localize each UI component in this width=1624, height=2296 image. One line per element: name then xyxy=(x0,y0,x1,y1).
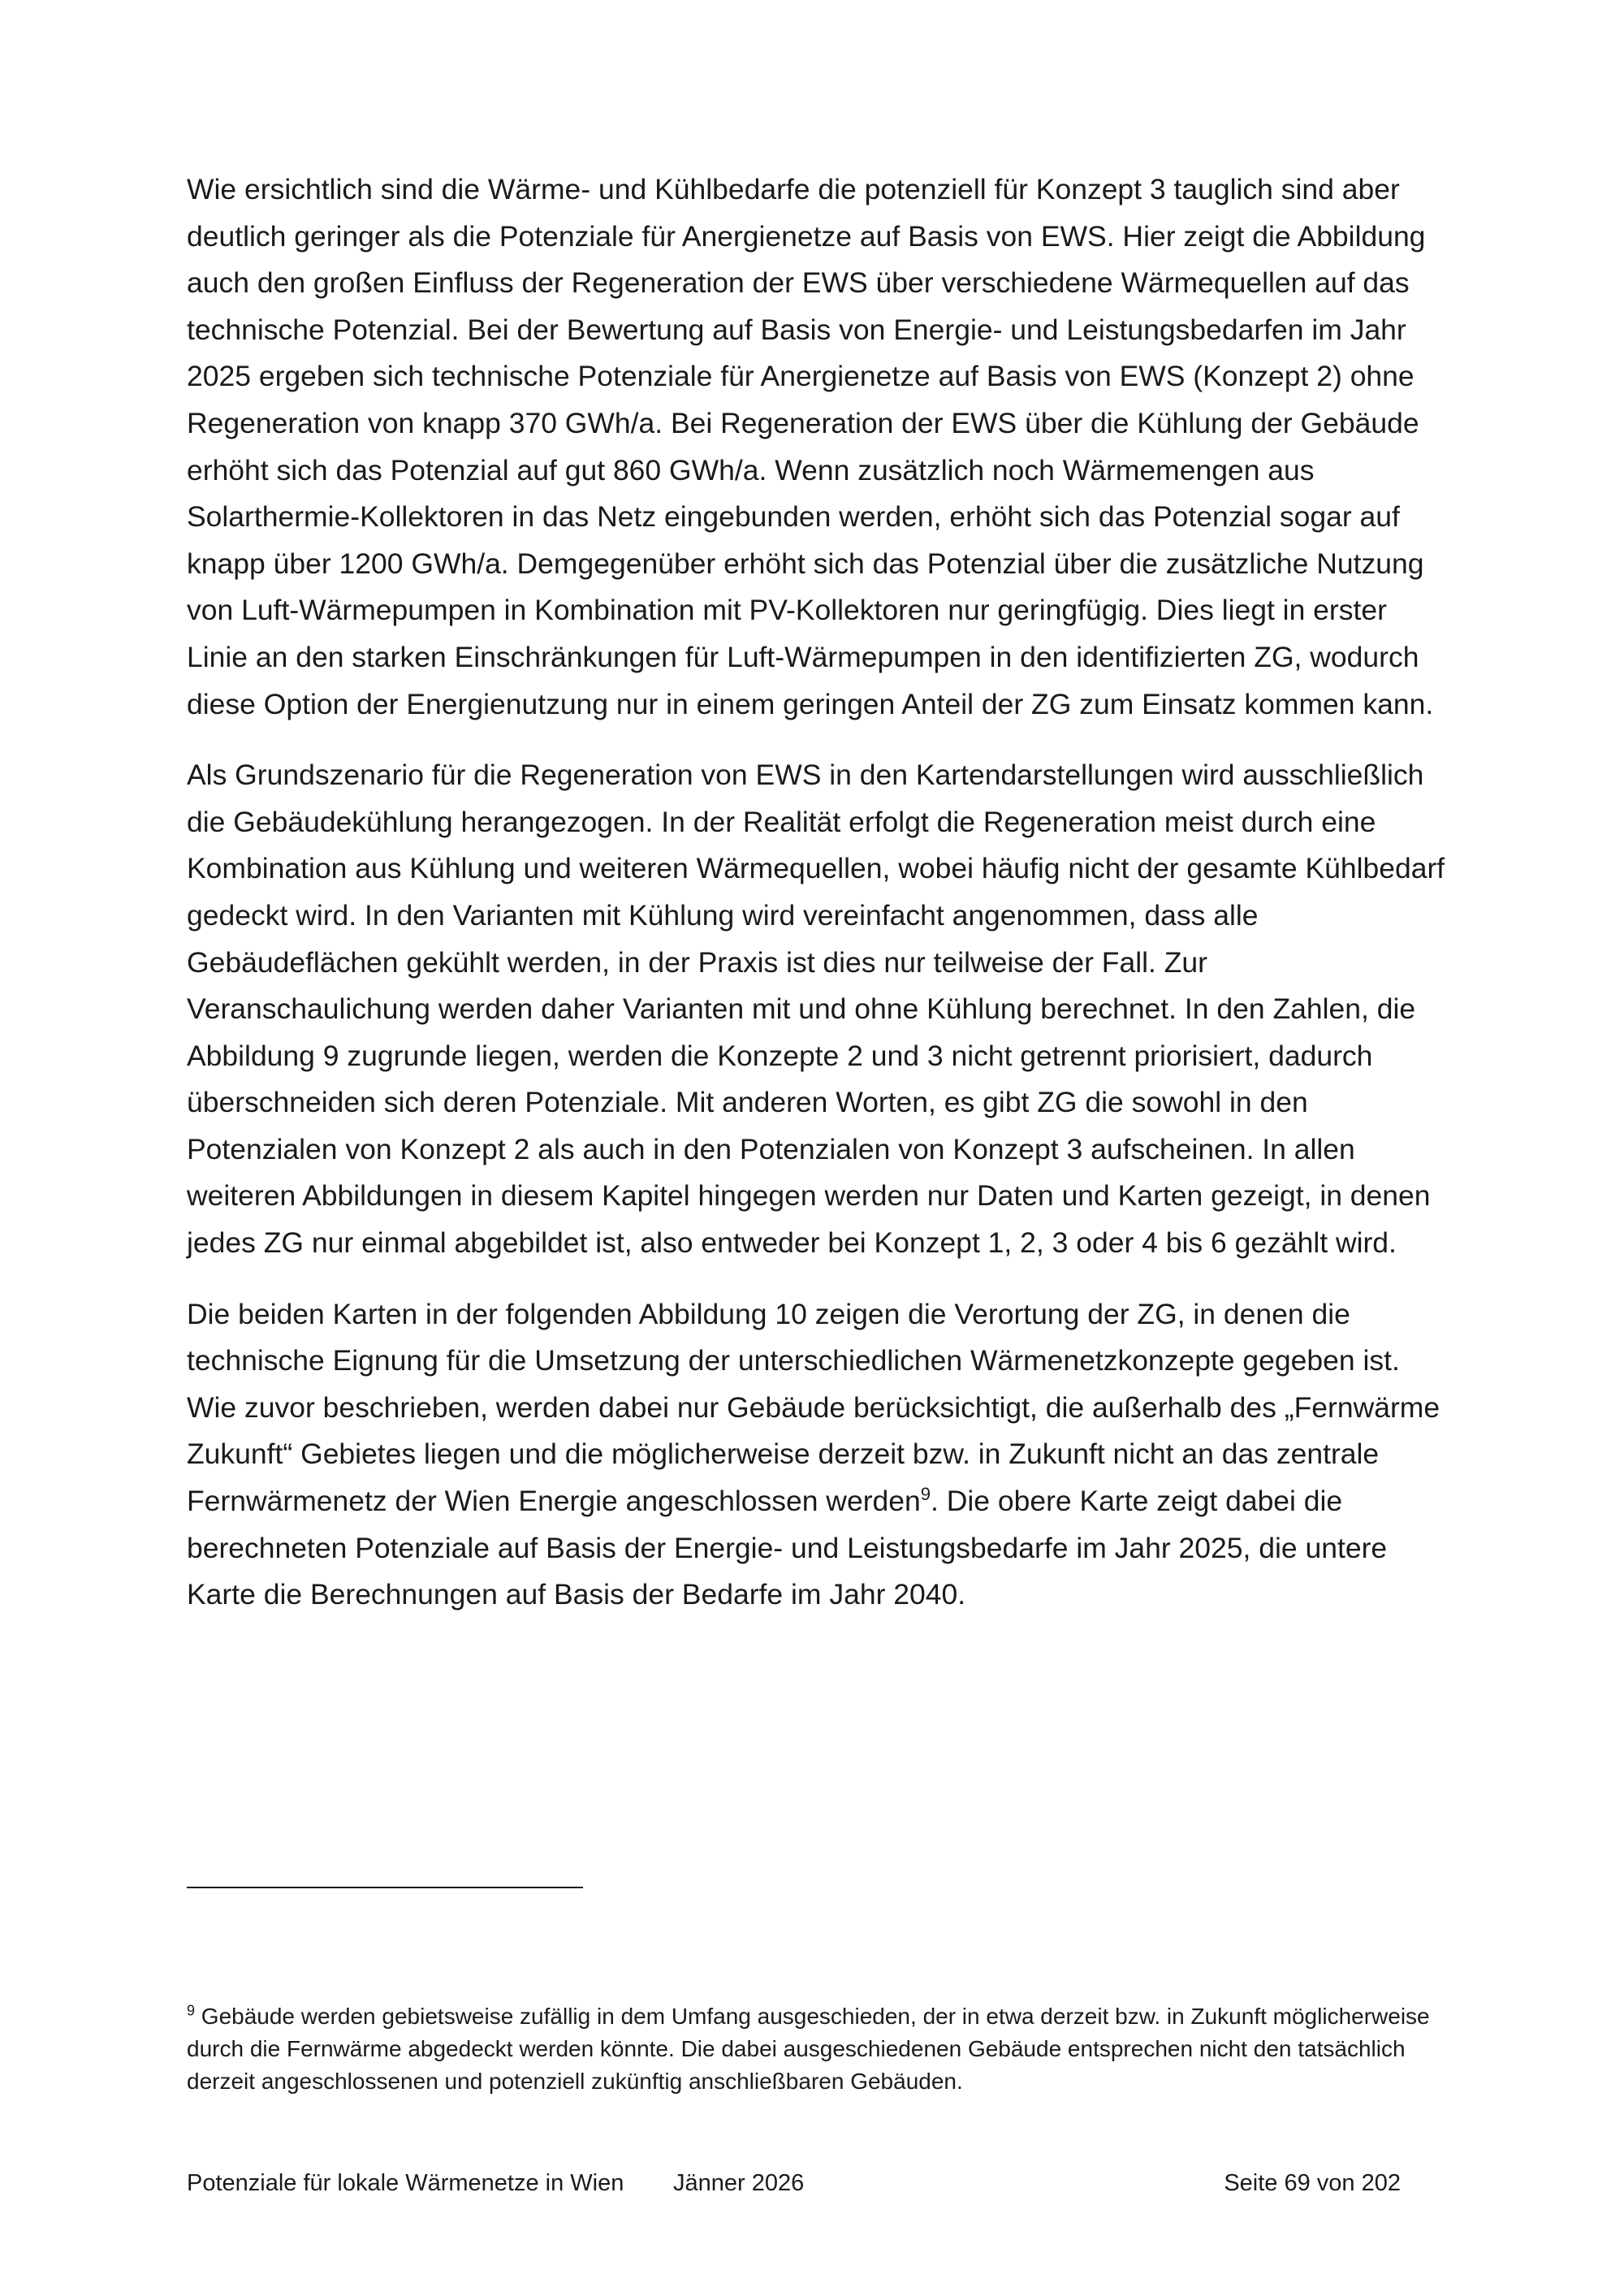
paragraph-1: Wie ersichtlich sind die Wärme- und Kühlbedarfe die potenziell für Konzept 3 tauglich sind aber deutlich geringer als die Potenziale für Anergienetze auf Basis von EWS. Hier zeigt die Abbildung auch den großen Einfluss der Regeneration der EWS über verschiedene Wärmequellen auf das technische Potenzial. Bei der Bewertung auf Basis von Energie- und Leistungsbedarfen im Jahr 2025 ergeben sich technische Potenziale für Anergienetze auf Basis von EWS (Konzept 2) ohne Regeneration von knapp 370 GWh/a. Bei Regeneration der EWS über die Kühlung der Gebäude erhöht sich das Potenzial auf gut 860 GWh/a. Wenn zusätzlich noch Wärmemengen aus Solarthermie-Kollektoren in das Netz eingebunden werden, erhöht sich das Potenzial sogar auf knapp über 1200 GWh/a. Demgegenüber erhöht sich das Potenzial über die zusätzliche Nutzung von Luft-Wärmepumpen in Kombination mit PV-Kollektoren nur geringfügig. Dies liegt in erster Linie an den starken Einschränkungen für Luft-Wärmepumpen in den identifizierten ZG, wodurch diese Option der Energienutzung nur in einem geringen Anteil der ZG zum Einsatz kommen kann. xyxy=(187,173,1434,720)
footnote-separator xyxy=(187,1887,583,1888)
footer-page-number: Seite 69 von 202 xyxy=(1224,2170,1401,2196)
footer-date: Jänner 2026 xyxy=(673,2170,805,2196)
paragraph-3-text-start: Die beiden Karten in der folgenden Abbildung 10 zeigen die Verortung der ZG, in denen die technische Eignung für die Umsetzung der unterschiedlichen Wärmenetzkonzepte gegeben ist. Wie zuvor beschrieben, werden dabei nur Gebäude berücksichtigt, die außerhalb des „Fernwärme Zukunft“ Gebietes liegen und die möglicherweise derzeit bzw. in Zukunft nicht an das zentrale Fernwärmenetz der Wien Energie angeschlossen werden xyxy=(187,1297,1440,1518)
footnote-reference[interactable]: 9 xyxy=(920,1484,931,1505)
body-text xyxy=(187,166,1453,1643)
footnote xyxy=(187,2000,1437,2098)
footnote-number: 9 xyxy=(187,2002,196,2019)
footnote-text: Gebäude werden gebietsweise zufällig in dem Umfang ausgeschieden, der in etwa derzeit bzw. in Zukunft möglicherweise durch die Fernwärme abgedeckt werden könnte. Die dabei ausgeschiedenen Gebäude entsprechen nicht den tatsächlich derzeit angeschlossenen und potenziell zukünftig anschließbaren Gebäuden. xyxy=(187,2004,1430,2094)
paragraph-3 xyxy=(187,1291,1453,1619)
paragraph-2: Als Grundszenario für die Regeneration von EWS in den Kartendarstellungen wird ausschließlich die Gebäudekühlung herangezogen. In der Realität erfolgt die Regeneration meist durch eine Kombination aus Kühlung und weiteren Wärmequellen, wobei häufig nicht der gesamte Kühlbedarf gedeckt wird. In den Varianten mit Kühlung wird vereinfacht angenommen, dass alle Gebäudeflächen gekühlt werden, in der Praxis ist dies nur teilweise der Fall. Zur Veranschaulichung werden daher Varianten mit und ohne Kühlung berechnet. In den Zahlen, die Abbildung 9 zugrunde liegen, werden die Konzepte 2 und 3 nicht getrennt priorisiert, dadurch überschneiden sich deren Potenziale. Mit anderen Worten, es gibt ZG die sowohl in den Potenzialen von Konzept 2 als auch in den Potenzialen von Konzept 3 aufscheinen. In allen weiteren Abbildungen in diesem Kapitel hingegen werden nur Daten und Karten gezeigt, in denen jedes ZG nur einmal abgebildet ist, also entweder bei Konzept 1, 2, 3 oder 4 bis 6 gezählt wird. xyxy=(187,759,1445,1260)
paragraph-3-text-end: . Die obere Karte zeigt dabei die berechneten Potenziale auf Basis der Energie- und Leistungsbedarfe im Jahr 2025, die untere Karte die Berechnungen auf Basis der Bedarfe im Jahr 2040. xyxy=(187,1485,1388,1611)
footer-document-title: Potenziale für lokale Wärmenetze in Wien xyxy=(187,2170,624,2196)
